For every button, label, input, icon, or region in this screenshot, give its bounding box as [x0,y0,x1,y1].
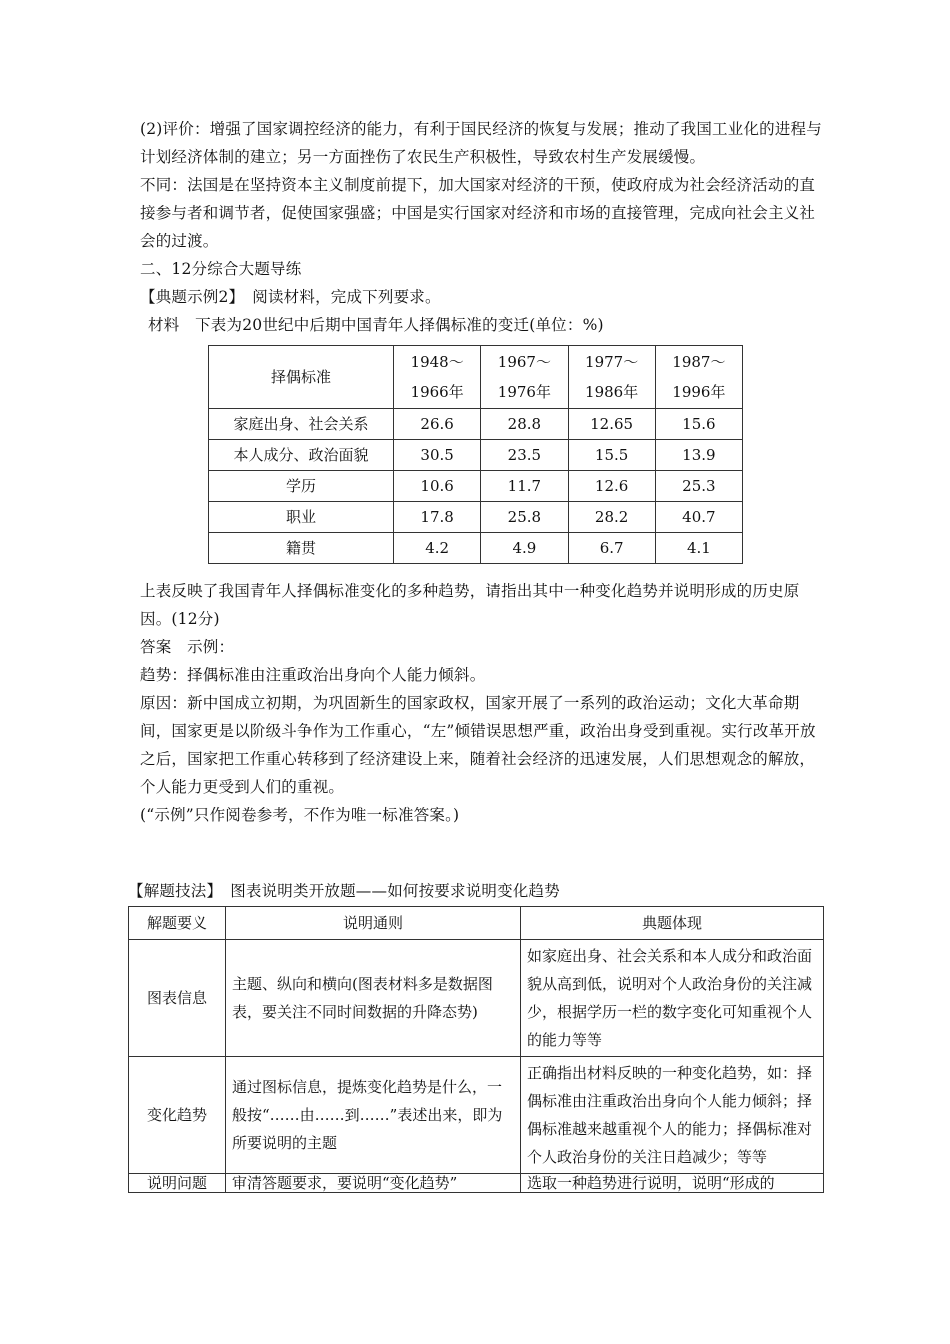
table-cell: 12.6 [568,471,655,502]
method-table [128,906,824,1193]
table-header-cell: 1948～ 1966年 [394,346,481,409]
table-cell: 25.8 [481,502,568,533]
table-cell: 28.2 [568,502,655,533]
table-cell: 12.65 [568,409,655,440]
table-cell: 图表信息 [129,940,226,1057]
table-header-cell: 择偶标准 [209,346,394,409]
table-row [209,409,743,440]
mate-criteria-table [208,345,743,564]
answer-label: 答案 示例： [140,638,235,656]
table-cell: 正确指出材料反映的一种变化趋势，如：择偶标准由注重政治出身向个人能力倾斜；择偶标准越来越重视个人的能力；择偶标准对个人政治身份的关注日趋减少；等等 [521,1057,824,1174]
example-heading [140,283,830,311]
table-cell: 职业 [209,502,394,533]
table-cell: 4.2 [394,533,481,564]
method-title: 图表说明类开放题——如何按要求说明变化趋势 [230,882,560,900]
table-header-cell: 1967～ 1976年 [481,346,568,409]
table-row [129,940,824,1057]
table-cell: 25.3 [655,471,742,502]
material-caption: 材料 下表为20世纪中后期中国青年人择偶标准的变迁(单位：%) [148,316,604,334]
table-cell: 17.8 [394,502,481,533]
table-cell: 籍贯 [209,533,394,564]
table-cell: 主题、纵向和横向(图表材料多是数据图表，要关注不同时间数据的升降态势) [226,940,521,1057]
table-header-cell: 说明通则 [226,907,521,940]
section-heading: 二、12分综合大题导练 [140,260,302,278]
method-label: 【解题技法】 [128,882,223,900]
table-header-cell: 1977～ 1986年 [568,346,655,409]
table-cell: 4.9 [481,533,568,564]
table-cell: 26.6 [394,409,481,440]
answer-reason: 原因：新中国成立初期，为巩固新生的国家政权，国家开展了一系列的政治运动；文化大革命期间，国家更是以阶级斗争作为工作重心，“左”倾错误思想严重，政治出身受到重视。实行改革开放之后，国家把工作重心转移到了经济建设上来，随着社会经济的迅速发展，人们思想观念的解放，个人能力更受到人们的重视。 [140,694,816,796]
table-row [209,440,743,471]
table-cell: 11.7 [481,471,568,502]
table-cell: 选取一种趋势进行说明，说明“形成的 [521,1174,824,1193]
table-row [129,1174,824,1193]
table-cell: 本人成分、政治面貌 [209,440,394,471]
evaluation-paragraph: (2)评价：增强了国家调控经济的能力，有利于国民经济的恢复与发展；推动了我国工业化的进程与计划经济体制的建立；另一方面挫伤了农民生产积极性，导致农村生产发展缓慢。 [140,120,822,166]
example-text: 阅读材料，完成下列要求。 [252,288,441,306]
difference-paragraph: 不同：法国是在坚持资本主义制度前提下，加大国家对经济的干预，使政府成为社会经济活动的直接参与者和调节者，促使国家强盛；中国是实行国家对经济和市场的直接管理，完成向社会主义社会的过渡。 [140,176,816,250]
table-header-cell: 1987～ 1996年 [655,346,742,409]
table-header-cell: 典题体现 [521,907,824,940]
table-header-row [209,346,743,409]
table-header-cell: 解题要义 [129,907,226,940]
method-heading [128,877,818,905]
table-row [209,471,743,502]
table-header-row [129,907,824,940]
answer-trend: 趋势：择偶标准由注重政治出身向个人能力倾斜。 [140,666,486,684]
table-cell: 学历 [209,471,394,502]
answer-note: (“示例”只作阅卷参考，不作为唯一标准答案。) [140,806,460,824]
table-cell: 家庭出身、社会关系 [209,409,394,440]
table-cell: 说明问题 [129,1174,226,1193]
table-row [209,533,743,564]
table-cell: 通过图标信息，提炼变化趋势是什么，一般按“……由……到……”表述出来，即为所要说明的主题 [226,1057,521,1174]
table-cell: 审清答题要求，要说明“变化趋势” [226,1174,521,1193]
table-row [209,502,743,533]
table-row [129,1057,824,1174]
table-cell: 4.1 [655,533,742,564]
table-cell: 40.7 [655,502,742,533]
table-cell: 23.5 [481,440,568,471]
table-cell: 15.6 [655,409,742,440]
table-cell: 15.5 [568,440,655,471]
table-cell: 13.9 [655,440,742,471]
table-cell: 10.6 [394,471,481,502]
table-cell: 6.7 [568,533,655,564]
question-text: 上表反映了我国青年人择偶标准变化的多种趋势，请指出其中一种变化趋势并说明形成的历史原因。(12分) [140,582,800,628]
table-cell: 如家庭出身、社会关系和本人成分和政治面貌从高到低，说明对个人政治身份的关注减少，根据学历一栏的数字变化可知重视个人的能力等等 [521,940,824,1057]
example-label: 【典题示例2】 [140,288,245,306]
table-cell: 变化趋势 [129,1057,226,1174]
table-cell: 30.5 [394,440,481,471]
table-cell: 28.8 [481,409,568,440]
